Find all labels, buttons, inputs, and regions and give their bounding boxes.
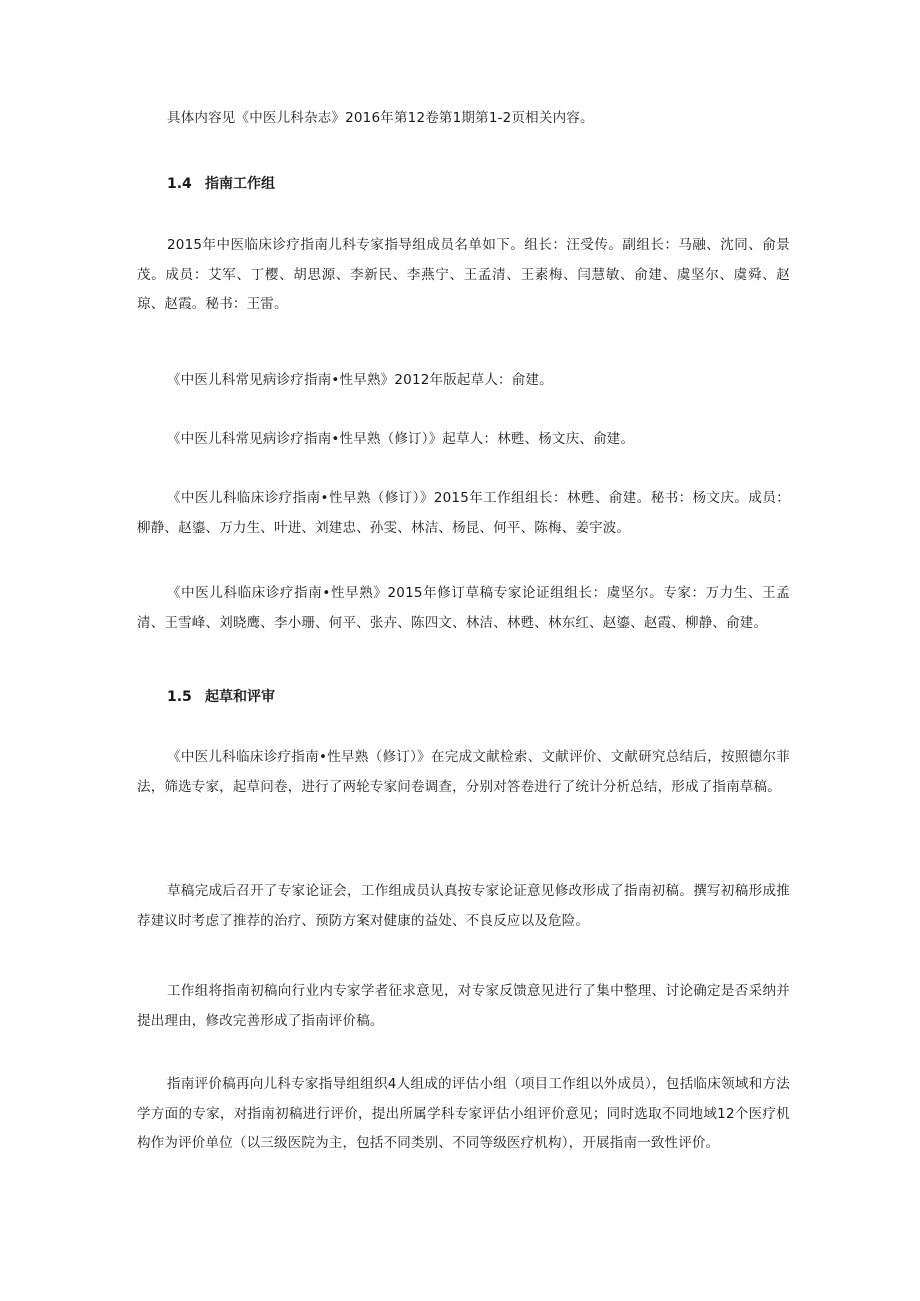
- section-heading-1-5: [167, 687, 275, 707]
- paragraph-expert-group: 2015年中医临床诊疗指南儿科专家指导组成员名单如下。组长：汪受传。副组长：马融、沈同、俞景茂。成员：艾军、丁樱、胡思源、李新民、李燕宁、王孟清、王素梅、闫慧敏、俞建、虞坚尔、虞舜、赵琼、赵霞。秘书：王雷。: [137, 237, 790, 312]
- paragraph-consultation: 工作组将指南初稿向行业内专家学者征求意见，对专家反馈意见进行了集中整理、讨论确定是否采纳并提出理由，修改完善形成了指南评价稿。: [137, 983, 790, 1029]
- section-number: 1.4: [167, 176, 192, 192]
- paragraph-evaluation: 指南评价稿再向儿科专家指导组组织4人组成的评估小组（项目工作组以外成员），包括临床领域和方法学方面的专家，对指南初稿进行评价，提出所属学科专家评估小组评价意见；同时选取不同地域12个医疗机构作为评价单位（以三级医院为主，包括不同类别、不同等级医疗机构），开展指南一致性评价。: [137, 1076, 790, 1151]
- paragraph-revision-drafters: 《中医儿科常见病诊疗指南•性早熟（修订）》起草人：林甦、杨文庆、俞建。: [167, 431, 635, 447]
- paragraph-initial-draft: 草稿完成后召开了专家论证会，工作组成员认真按专家论证意见修改形成了指南初稿。撰写初稿形成推荐建议时考虑了推荐的治疗、预防方案对健康的益处、不良反应以及危险。: [137, 883, 790, 929]
- section-heading-1-4: [167, 174, 275, 194]
- section-title: 指南工作组: [205, 176, 275, 192]
- section-title: 起草和评审: [205, 689, 275, 705]
- paragraph-review-panel: 《中医儿科临床诊疗指南•性早熟》2015年修订草稿专家论证组组长：虞坚尔。专家：万力生、王孟清、王雪峰、刘晓鹰、李小珊、何平、张卉、陈四文、林洁、林甦、林东红、赵鎏、赵霞、柳静、俞建。: [137, 585, 790, 631]
- paragraph-drafting-process: 《中医儿科临床诊疗指南•性早熟（修订）》在完成文献检索、文献评价、文献研究总结后，按照德尔菲法，筛选专家，起草问卷，进行了两轮专家问卷调查，分别对答卷进行了统计分析总结，形成了指南草稿。: [137, 749, 790, 795]
- paragraph-working-group: 《中医儿科临床诊疗指南•性早熟（修订）》2015年工作组组长：林甦、俞建。秘书：杨文庆。成员：柳静、赵鎏、万力生、叶进、刘建忠、孙雯、林洁、杨昆、何平、陈梅、姜宇波。: [137, 490, 790, 536]
- section-number: 1.5: [167, 689, 192, 705]
- paragraph-reference: 具体内容见《中医儿科杂志》2016年第12卷第1期第1-2页相关内容。: [167, 110, 594, 126]
- paragraph-2012-drafter: 《中医儿科常见病诊疗指南•性早熟》2012年版起草人：俞建。: [167, 372, 553, 388]
